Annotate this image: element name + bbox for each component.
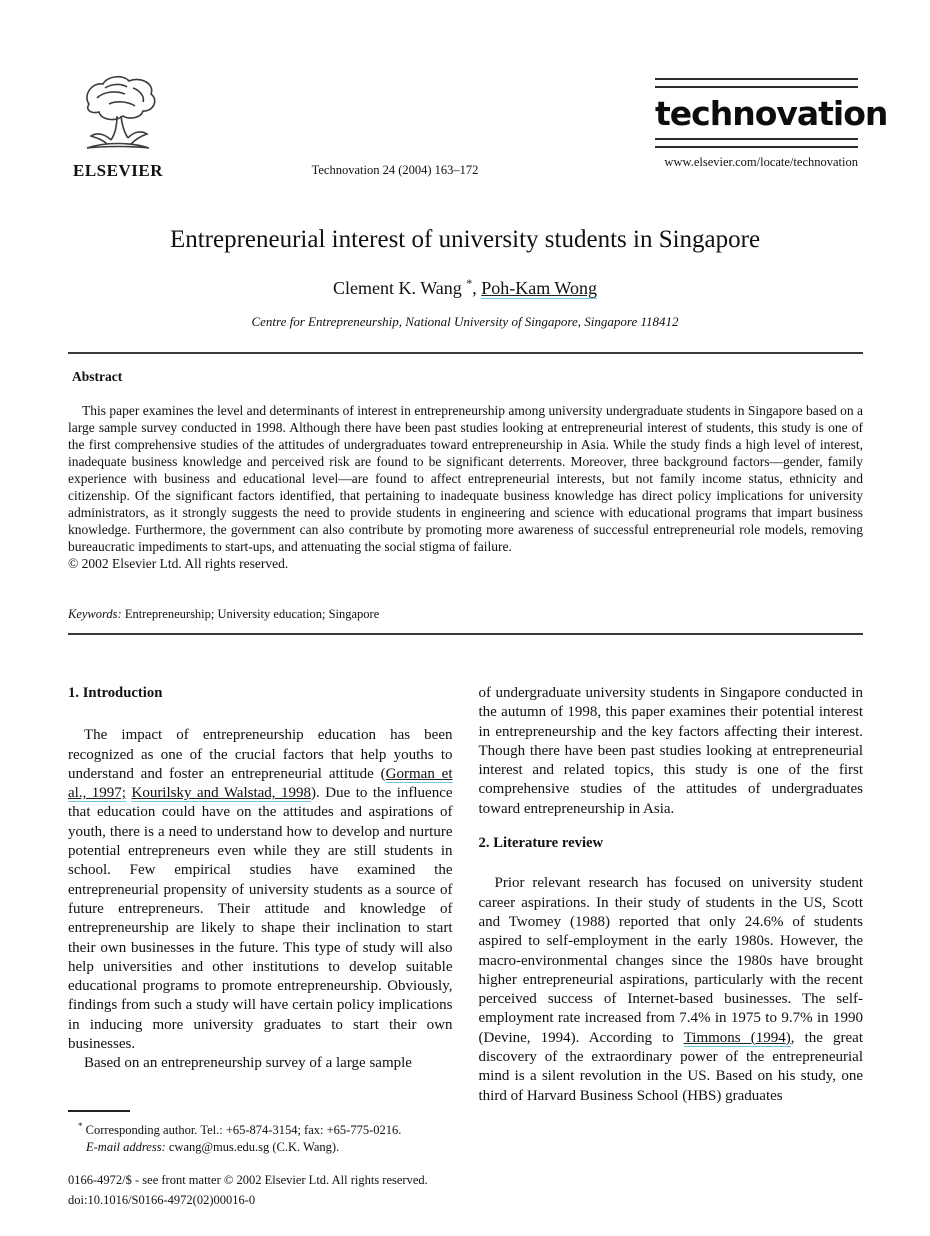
abstract-copyright: © 2002 Elsevier Ltd. All rights reserved. <box>68 556 289 571</box>
literature-paragraph-1 <box>479 874 864 1106</box>
footnote-rule <box>68 1110 130 1112</box>
keywords-text: Entrepreneurship; University education; Singapore <box>121 607 380 621</box>
elsevier-logo-block <box>70 74 166 181</box>
intro-paragraph-2: Based on an entrepreneurship survey of a large sample <box>84 1055 412 1072</box>
issn-copyright-line: 0166-4972/$ - see front matter © 2002 Elsevier Ltd. All rights reserved. <box>68 1173 428 1187</box>
authors-line <box>0 276 930 299</box>
email-note <box>68 1139 468 1156</box>
intro-paragraph-3: of undergraduate university students in Singapore conducted in the autumn of 1998, this paper examines their potential interest in entrepreneurship and the key factors affecting their interest. Though there have been past studies looking at entrepreneurial interest and related topics, this study is one of the first comprehensive studies of the attitudes of undergraduates toward entrepreneurship in Asia. <box>478 685 863 817</box>
technovation-wordmark: technovation <box>655 94 888 133</box>
author-separator: , <box>472 278 482 298</box>
body-columns <box>68 684 863 1106</box>
abstract-block <box>68 402 863 572</box>
journal-citation: Technovation 24 (2004) 163–172 <box>311 163 479 177</box>
citation-link[interactable]: Kourilsky and Walstad, 1998 <box>131 785 312 802</box>
footer-block <box>68 1170 568 1210</box>
abstract-body: This paper examines the level and determinants of interest in entrepreneurship among university undergraduate students in Singapore based on a large sample survey conducted in 1998. Although there have been past studies looking at entrepreneurial interest of students, this study is one of the first comprehensive studies of the attitudes of undergraduates toward entrepreneurship in Asia. While the study finds a high level of interest, inadequate business knowledge and perceived risk are found to be significant deterrents. Moreover, three background factors—gender, family experience with business and educational level—are found to affect entrepreneurial interests, but not family income status, ethnicity and citizenship. Of the significant factors identified, that pertaining to inadequate business knowledge has direct policy implications for university administrators, as it strongly suggests the need to provide students in engineering and science with educational programs that impart business knowledge. Furthermore, the government can also contribute by promoting more awareness of successful entrepreneurial role models, removing bureaucratic impediments to start-ups, and attenuating the social stigma of failure. <box>68 403 863 554</box>
section-1-heading: 1. Introduction <box>68 685 163 701</box>
page-title: Entrepreneurial interest of university students in Singapore <box>169 226 761 253</box>
journal-url: www.elsevier.com/locate/technovation <box>664 155 858 169</box>
elsevier-wordmark: ELSEVIER <box>73 161 163 180</box>
corresponding-author-note <box>68 1118 468 1139</box>
elsevier-tree-icon <box>75 74 161 160</box>
intro-paragraph-1 <box>68 726 453 1054</box>
email-address: cwang@mus.edu.sg (C.K. Wang). <box>165 1139 340 1154</box>
logo-top-rule <box>655 78 858 88</box>
affiliation: Centre for Entrepreneurship, National University of Singapore, Singapore 118412 <box>251 314 679 329</box>
text-segment: The impact of entrepreneurship education has been recognized as one of the crucial factors that help youths to understand and foster an entrepreneurial attitude ( <box>68 727 453 782</box>
keywords-label: Keywords: <box>68 607 122 621</box>
right-column <box>479 684 864 1106</box>
text-segment: ). Due to the influence that education could have on the attitudes and aspirations of youth, there is a need to understand how to develop and nurture potential entrepreneurs even while they are still students in school. Few empirical studies have examined the entrepreneurial propensity of university students as a source of future entrepreneurs. Their attitude and knowledge of entrepreneurship are likely to shape their inclination to start their own businesses in the future. This type of study will also help universities and other institutions to develop suitable educational programs to promote entrepreneurship. Obviously, findings from such a study will have certain policy implications in inducing more university graduates to start their own businesses. <box>68 785 453 1053</box>
section-2-heading: 2. Literature review <box>478 835 604 852</box>
citation-link[interactable]: Gorman et al., 1997; <box>68 765 453 802</box>
footnote-block <box>68 1110 468 1156</box>
divider-rule-bottom <box>68 633 863 635</box>
citation-link[interactable]: Timmons (1994) <box>683 1029 791 1046</box>
logo-bottom-rule <box>655 138 858 148</box>
doi-line: doi:10.1016/S0166-4972(02)00016-0 <box>68 1193 256 1207</box>
abstract-heading: Abstract <box>72 369 123 384</box>
footnote-asterisk: * <box>78 1120 83 1131</box>
corresponding-author-asterisk: * <box>466 276 473 290</box>
text-segment: , the great discovery of the extraordinary power of the entrepreneurial mind is a silent revolution in the US. Based on his study, one third of Harvard Business School (HBS) graduates <box>478 1029 863 1104</box>
text-segment: Prior relevant research has focused on university student career aspirations. In their study of students in the US, Scott and Twomey (1988) reported that only 24.6% of students aspired to self-employment in the early 1980s. However, the macro-environmental changes since the 1980s have brought higher entrepreneurial aspirations, particularly with the recent perceived success of Internet-based businesses. The self-employment rate increased from 7.4% in 1975 to 9.7% in 1990 (Devine, 1994). According to <box>478 875 863 1046</box>
keywords-line <box>68 607 863 622</box>
left-column <box>68 684 453 1106</box>
journal-logo-box <box>655 78 888 170</box>
footnote-line1-text: Corresponding author. Tel.: +65-874-3154; fax: +65-775-0216. <box>82 1122 402 1137</box>
divider-rule-top <box>68 352 863 354</box>
author-1: Clement K. Wang <box>333 278 467 298</box>
author-2-link[interactable]: Poh-Kam Wong <box>481 278 597 298</box>
email-label: E-mail address: <box>86 1139 166 1154</box>
